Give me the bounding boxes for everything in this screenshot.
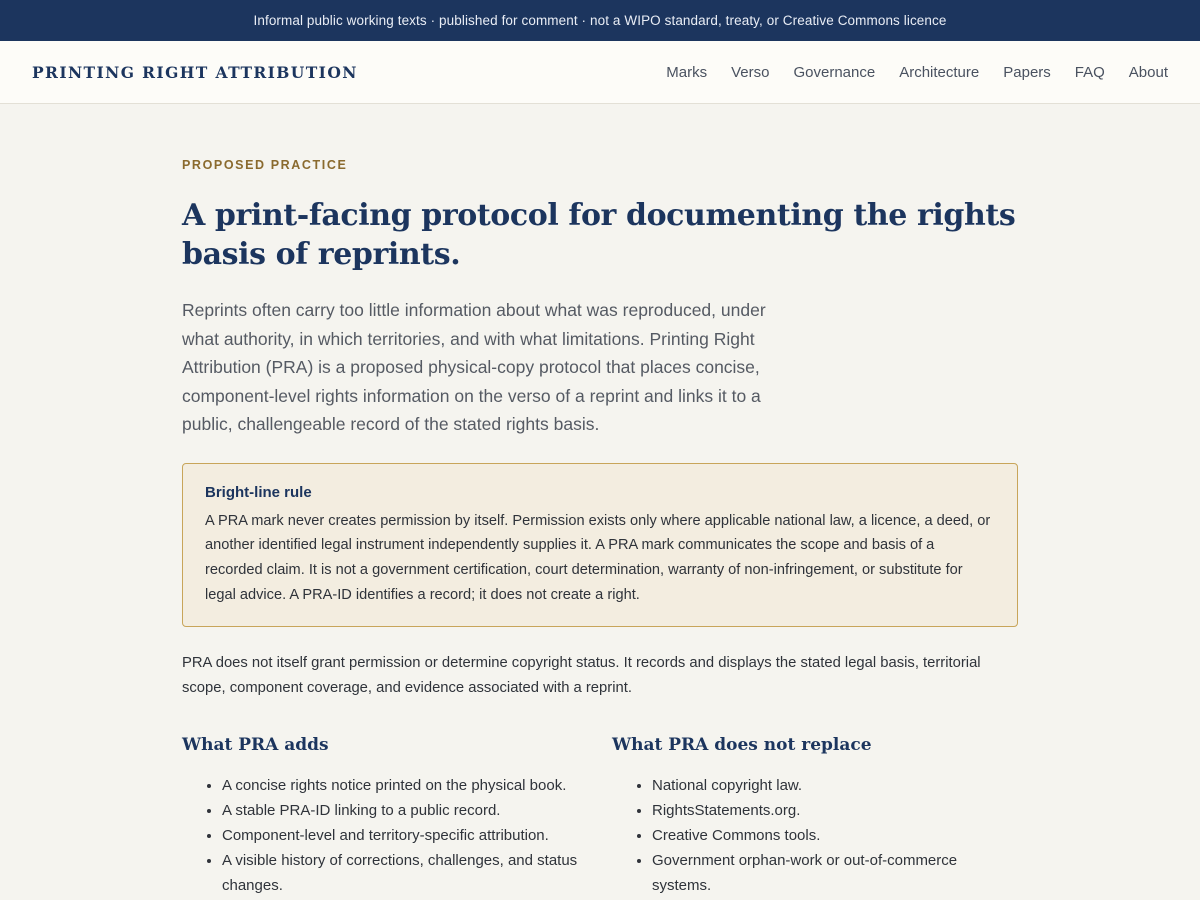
not-replace-column: [612, 735, 1010, 898]
section-eyebrow: PROPOSED PRACTICE: [182, 158, 348, 172]
nav-marks[interactable]: Marks: [666, 63, 708, 81]
main-nav: [666, 64, 1168, 81]
comparison-columns: [182, 735, 1018, 898]
adds-heading: What PRA adds: [182, 734, 329, 755]
list-item: • Component-level and territory-specific attribution.: [222, 823, 580, 848]
list-item: • Creative Commons tools.: [652, 823, 1010, 848]
disclaimer-text: Informal public working texts · published for comment · not a WIPO standard, treaty, or Creative Commons licence: [253, 13, 947, 28]
nav-papers[interactable]: Papers: [1003, 63, 1051, 81]
list-item: • Government orphan-work or out-of-commerce systems.: [652, 848, 1010, 898]
page-title: A print-facing protocol for documenting the rights basis of reprints.: [182, 198, 1016, 272]
nav-architecture[interactable]: Architecture: [899, 63, 980, 81]
list-item: • A visible history of corrections, challenges, and status changes.: [222, 848, 580, 898]
nav-about[interactable]: About: [1128, 63, 1168, 81]
callout-body: A PRA mark never creates permission by itself. Permission exists only where applicable national law, a licence, a deed, or another identified legal instrument independently supplies it. A PRA mark communicates the scope and basis of a recorded claim. It is not a government certification, court determination, warranty of non-infringement, or substitute for legal advice. A PRA-ID identifies a record; it does not create a right.: [205, 512, 991, 603]
callout-title: Bright-line rule: [205, 483, 312, 501]
list-item: • A concise rights notice printed on the physical book.: [222, 773, 580, 798]
nav-faq[interactable]: FAQ: [1074, 63, 1105, 81]
summary-paragraph: PRA does not itself grant permission or determine copyright status. It records and displays the stated legal basis, territorial scope, component coverage, and evidence associated with a reprint.: [182, 654, 981, 696]
nav-governance[interactable]: Governance: [793, 63, 876, 81]
list-item: • A stable PRA-ID linking to a public record.: [222, 798, 580, 823]
main-content: [182, 104, 1018, 898]
list-item: • National copyright law.: [652, 773, 1010, 798]
site-header: [0, 41, 1200, 104]
nav-verso[interactable]: Verso: [731, 63, 770, 81]
list-item: • RightsStatements.org.: [652, 798, 1010, 823]
not-replace-list: [612, 773, 1010, 898]
intro-paragraph: Reprints often carry too little information about what was reproduced, under what authority, in which territories, and with what limitations. Printing Right Attribution (PRA) is a proposed physical-copy protocol that places concise, component-level rights information on the verso of a reprint and links it to a public, challengeable record of the stated rights basis.: [182, 300, 766, 434]
adds-list: [182, 773, 580, 898]
site-brand[interactable]: PRINTING RIGHT ATTRIBUTION: [32, 62, 358, 82]
not-replace-heading: What PRA does not replace: [612, 734, 872, 755]
adds-column: [182, 735, 580, 898]
disclaimer-banner: [0, 0, 1200, 41]
bright-line-callout: [182, 463, 1018, 627]
